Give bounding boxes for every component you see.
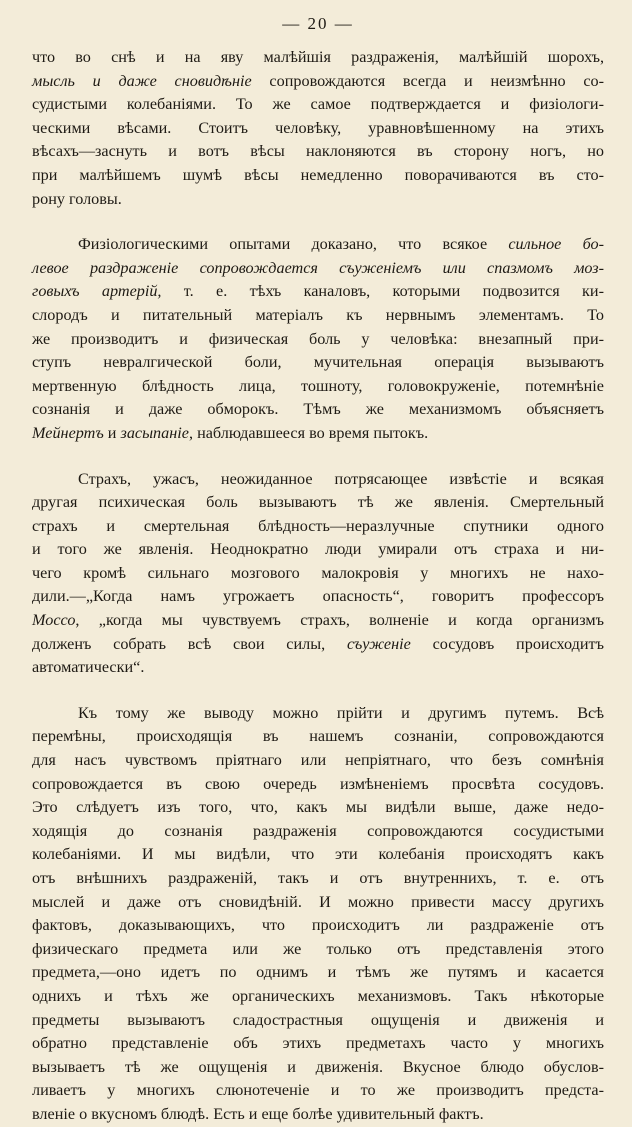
text-line bbox=[32, 961, 604, 985]
text-segment: ступъ невралгической боли, мучительная операція вызываютъ bbox=[32, 353, 604, 372]
text-line bbox=[32, 1009, 604, 1033]
text-segment: предмета,—оно идетъ по однимъ и тѣмъ же путямъ и касается bbox=[32, 963, 604, 982]
text-line bbox=[32, 280, 604, 304]
text-line bbox=[32, 1032, 604, 1056]
text-segment: сознанія и даже обморокъ. Тѣмъ же механизмомъ объясняетъ bbox=[32, 400, 604, 419]
italic-phrase: Моссо bbox=[32, 611, 76, 630]
text-segment: страхъ и смертельная блѣдность—неразлучные спутники одного bbox=[32, 516, 604, 535]
text-line bbox=[32, 891, 604, 915]
text-line bbox=[32, 914, 604, 938]
text-line bbox=[32, 843, 604, 867]
text-segment: фактовъ, доказывающихъ, что происходитъ ли раздраженіе отъ bbox=[32, 916, 604, 935]
text-segment: обратно представленіе объ этихъ предметахъ часто у многихъ bbox=[32, 1034, 604, 1053]
text-line bbox=[32, 749, 604, 773]
text-line bbox=[32, 820, 604, 844]
text-line bbox=[32, 140, 604, 164]
text-line bbox=[32, 328, 604, 352]
text-line bbox=[32, 491, 604, 515]
text-line bbox=[32, 796, 604, 820]
text-segment: Страхъ, ужасъ, неожиданное потрясающее извѣстіе и всякая bbox=[78, 469, 604, 488]
text-segment: ливаетъ у многихъ слюнотеченіе и то же производитъ предста- bbox=[32, 1081, 604, 1100]
text-line bbox=[32, 938, 604, 962]
text-segment: перемѣны, происходящія въ нашемъ сознаніи, сопровождаются bbox=[32, 727, 604, 746]
italic-phrase: левое раздраженіе сопровождается съуженіемъ или спазмомъ моз- bbox=[32, 258, 604, 277]
text-segment: однихъ и тѣхъ же органическихъ механизмовъ. Такъ нѣкоторые bbox=[32, 986, 604, 1005]
text-segment: чего кромѣ сильнаго мозгового малокровія у многихъ не нахо- bbox=[32, 563, 604, 582]
text-segment: рону головы. bbox=[32, 189, 122, 208]
text-line bbox=[32, 585, 604, 609]
italic-phrase: мысль и даже сновидѣніе bbox=[32, 71, 252, 90]
text-segment: что во снѣ и на яву малѣйшія раздраженія, малѣйшій шорохъ, bbox=[32, 48, 604, 66]
text-segment: и того же явленія. Неоднократно люди умирали отъ страха и ни- bbox=[32, 540, 604, 559]
text-segment: Это слѣдуетъ изъ того, что, какъ мы видѣли выше, даже недо- bbox=[32, 798, 604, 817]
text-line bbox=[32, 375, 604, 399]
page-number: — 20 — bbox=[282, 14, 354, 33]
text-line bbox=[32, 257, 604, 281]
paragraph bbox=[32, 468, 604, 680]
text-line bbox=[32, 656, 604, 680]
text-line bbox=[32, 515, 604, 539]
text-segment: и bbox=[103, 423, 121, 442]
body-text bbox=[32, 46, 604, 1127]
text-line bbox=[32, 351, 604, 375]
italic-phrase: Мейнертъ bbox=[32, 423, 104, 442]
paragraph bbox=[32, 46, 604, 211]
text-line bbox=[32, 117, 604, 141]
text-segment: мертвенную блѣдность лица, тошноту, головокруженіе, потемнѣніе bbox=[32, 376, 604, 395]
text-segment: , наблюдавшееся во время пытокъ. bbox=[188, 423, 429, 442]
text-line bbox=[32, 468, 604, 492]
text-line bbox=[32, 70, 604, 94]
text-segment: долженъ собрать всѣ свои силы, bbox=[32, 634, 347, 653]
text-line bbox=[32, 93, 604, 117]
text-segment: же производитъ и физическая боль у человѣка: внезапный при- bbox=[32, 329, 604, 348]
text-segment: для насъ чувствомъ пріятнаго или непріятнаго, что безъ сомнѣнія bbox=[32, 751, 604, 770]
text-line bbox=[32, 1079, 604, 1103]
text-segment: Къ тому же выводу можно прійти и другимъ путемъ. Всѣ bbox=[78, 703, 604, 722]
text-segment: ходящія до сознанія раздраженія сопровождаются сосудистыми bbox=[32, 821, 604, 840]
text-segment: , „когда мы чувствуемъ страхъ, волненіе и когда организмъ bbox=[75, 611, 604, 630]
text-segment: т. е. тѣхъ каналовъ, которыми подвозится ки- bbox=[161, 282, 604, 301]
paragraph bbox=[32, 233, 604, 445]
text-segment: сопровождаются всегда и неизмѣнно со- bbox=[251, 71, 604, 90]
italic-phrase: засыпаніе bbox=[120, 423, 189, 442]
text-segment: предметы вызываютъ сладострастныя ощущенія и движенія и bbox=[32, 1010, 604, 1029]
text-segment: судистыми колебаніями. То же самое подтверждается и физіологи- bbox=[32, 95, 604, 114]
text-line bbox=[32, 773, 604, 797]
italic-phrase: съуженіе bbox=[346, 634, 411, 653]
text-segment: мыслей и даже отъ сновидѣній. И можно привести массу другихъ bbox=[32, 892, 604, 911]
text-line bbox=[32, 633, 604, 657]
text-segment: отъ внѣшнихъ раздраженій, такъ и отъ внутреннихъ, т. е. отъ bbox=[32, 869, 604, 887]
text-segment: физическаго предмета или же только отъ представленія этого bbox=[32, 939, 604, 958]
text-line bbox=[32, 538, 604, 562]
text-segment: автоматически“. bbox=[32, 658, 145, 677]
paragraph bbox=[32, 702, 604, 1127]
text-segment: вленіе о вкусномъ блюдѣ. Есть и еще болѣе удивительный фактъ. bbox=[32, 1104, 484, 1123]
text-line bbox=[32, 702, 604, 726]
text-segment: вѣсахъ—заснуть и вотъ вѣсы наклоняются въ сторону ногъ, но bbox=[32, 142, 604, 161]
text-line bbox=[32, 1056, 604, 1080]
text-segment: слородъ и питательный матеріалъ къ нервнымъ элементамъ. То bbox=[32, 305, 604, 324]
text-line bbox=[32, 164, 604, 188]
italic-phrase: сильное бо- bbox=[508, 235, 604, 254]
text-line bbox=[32, 867, 604, 891]
text-line bbox=[32, 725, 604, 749]
text-line bbox=[32, 304, 604, 328]
text-line bbox=[32, 609, 604, 633]
text-segment: колебаніями. И мы видѣли, что эти колебанія происходятъ какъ bbox=[32, 845, 604, 864]
text-line bbox=[32, 398, 604, 422]
text-segment: сопровождается въ свою очередь измѣненіемъ просвѣта сосудовъ. bbox=[32, 774, 604, 793]
text-line bbox=[32, 562, 604, 586]
text-segment: при малѣйшемъ шумѣ вѣсы немедленно поворачиваются въ сто- bbox=[32, 165, 604, 184]
text-line bbox=[32, 422, 604, 446]
text-line bbox=[32, 1103, 604, 1127]
text-segment: ческими вѣсами. Стоитъ человѣку, уравновѣшенному на этихъ bbox=[32, 118, 604, 137]
italic-phrase: говыхъ артерій, bbox=[32, 282, 162, 301]
text-segment: вызываетъ тѣ же ощущенія и движенія. Вкусное блюдо обуслов- bbox=[32, 1057, 604, 1076]
text-line bbox=[32, 46, 604, 70]
text-segment: сосудовъ происходитъ bbox=[410, 634, 604, 653]
text-segment: другая психическая боль вызываютъ тѣ же явленія. Смертельный bbox=[32, 493, 604, 512]
text-line bbox=[32, 985, 604, 1009]
text-segment: Физіологическими опытами доказано, что всякое bbox=[78, 235, 509, 254]
text-line bbox=[32, 233, 604, 257]
text-line bbox=[32, 188, 604, 212]
text-segment: дили.—„Когда намъ угрожаетъ опасность“, говоритъ профессоръ bbox=[32, 587, 604, 606]
